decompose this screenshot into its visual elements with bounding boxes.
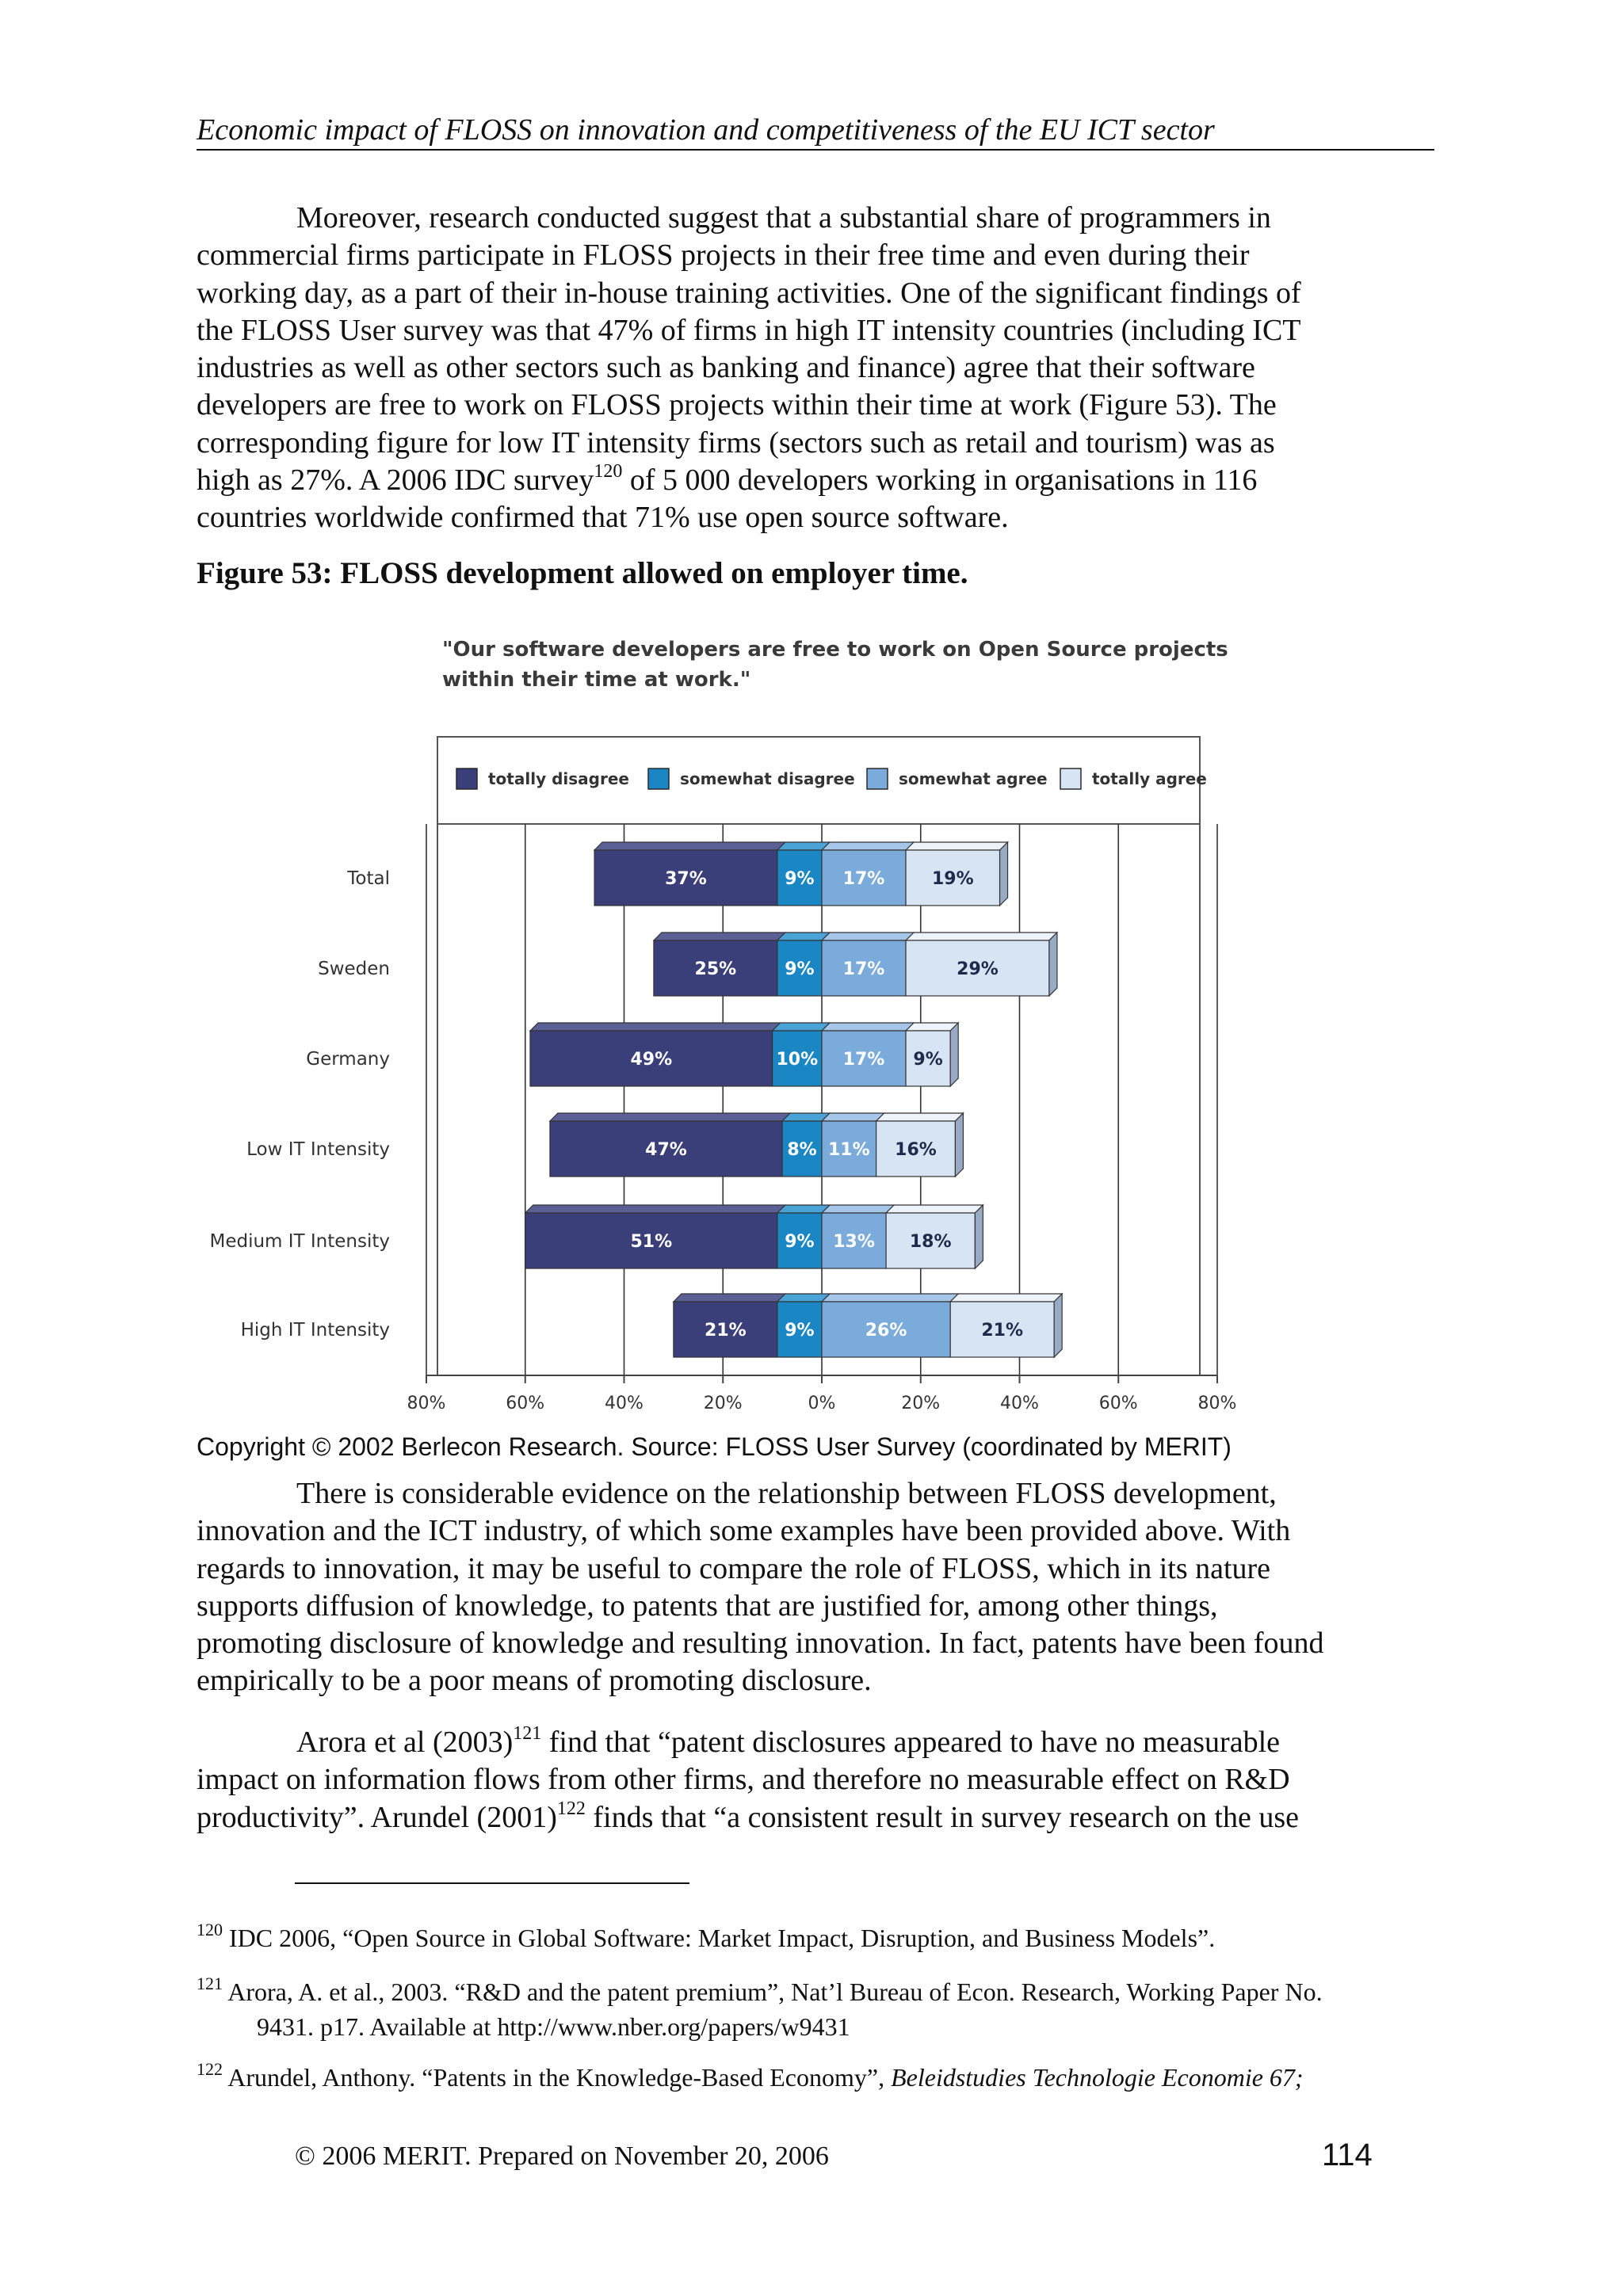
para1-line: of 5 000 developers working in organisations in 116 [622, 463, 1258, 498]
bar-segment-top [906, 842, 1008, 850]
bar-segment-top [777, 1205, 830, 1213]
para2-line: regards to innovation, it may be useful to compare the role of FLOSS, which in its nature [197, 1551, 1271, 1585]
bar-value-label: 51% [630, 1232, 673, 1252]
bar-value-label: 17% [842, 869, 885, 889]
bar-value-label: 9% [785, 959, 815, 979]
bar-segment-top [876, 1113, 964, 1121]
bar-segment-top [674, 1294, 785, 1302]
bar-value-label: 19% [931, 869, 974, 889]
footnote-121 [197, 1974, 1465, 2044]
legend-label: totally agree [1092, 769, 1207, 788]
para3-line: finds that “a consistent result in survey research on the use [585, 1800, 1299, 1834]
footnote-text: Arundel, Anthony. “Patents in the Knowledge-Based Economy”, [223, 2063, 892, 2092]
para1-line: corresponding figure for low IT intensity firms (sectors such as retail and tourism) was as [197, 425, 1275, 460]
footnote-ref-122[interactable]: 122 [556, 1798, 586, 1819]
chart-bars-svg [197, 626, 1251, 1426]
x-tick-label: 20% [703, 1394, 743, 1413]
bar-segment-top [777, 842, 830, 850]
category-label: High IT Intensity [240, 1320, 390, 1341]
bar-side-face [1054, 1294, 1062, 1357]
bar-value-label: 25% [694, 959, 737, 979]
para3-line: find that “patent disclosures appeared to have no measurable [541, 1726, 1280, 1759]
bar-value-label: 29% [957, 959, 999, 979]
bar-side-face [1049, 933, 1057, 996]
footnote-ref-121[interactable]: 121 [513, 1723, 542, 1744]
chart-title-line: within their time at work." [442, 668, 751, 692]
bar-side-face [1000, 842, 1008, 906]
footnote-italic-title: Beleidstudies Technologie Economie 67; [891, 2063, 1304, 2092]
footnote-ref-120[interactable]: 120 [594, 461, 623, 482]
bar-segment-top [654, 933, 785, 940]
legend-label: somewhat agree [899, 769, 1048, 788]
chart-bars-layer [197, 626, 1251, 1426]
bar-value-label: 37% [665, 869, 707, 889]
bar-segment-top [550, 1113, 790, 1121]
para2-line: innovation and the ICT industry, of which some examples have been provided above. With [197, 1514, 1291, 1548]
bar-value-label: 47% [645, 1140, 687, 1160]
paragraph-1 [197, 200, 1434, 537]
category-label: Total [347, 868, 390, 889]
bar-value-label: 17% [842, 959, 885, 979]
bar-segment-top [822, 1294, 958, 1302]
bar-segment-top [525, 1205, 785, 1213]
bar-side-face [950, 1023, 958, 1086]
paragraph-3 [197, 1724, 1434, 1836]
bar-segment-top [594, 842, 785, 850]
bar-value-label: 18% [909, 1232, 952, 1252]
bar-value-label: 9% [913, 1050, 943, 1070]
bar-segment-top [777, 933, 830, 940]
bar-segment-top [773, 1023, 830, 1031]
para1-line: industries as well as other sectors such as banking and finance) agree that their software [197, 351, 1255, 385]
bar-segment-top [906, 1023, 958, 1031]
category-label: Medium IT Intensity [209, 1231, 390, 1252]
bar-value-label: 10% [776, 1050, 819, 1070]
page-footer: © 2006 MERIT. Prepared on November 20, 2006 [295, 2142, 829, 2171]
bar-segment-top [822, 933, 914, 940]
running-header: Economic impact of FLOSS on innovation and competitiveness of the EU ICT sector [197, 113, 1215, 147]
para1-line: developers are free to work on FLOSS projects within their time at work (Figure 53). The [197, 388, 1277, 422]
footnote-number: 120 [197, 1920, 223, 1939]
bar-value-label: 13% [833, 1232, 875, 1252]
para1-line: commercial firms participate in FLOSS projects in their free time and even during their [197, 238, 1250, 273]
para1-line: the FLOSS User survey was that 47% of firms in high IT intensity countries (including ICT [197, 313, 1301, 347]
x-tick-label: 20% [901, 1394, 941, 1413]
x-tick-label: 40% [605, 1394, 643, 1413]
bar-segment-top [886, 1205, 983, 1213]
paragraph-2 [197, 1475, 1434, 1700]
bar-segment-top [777, 1294, 830, 1302]
footnote-text: IDC 2006, “Open Source in Global Software: Market Impact, Disruption, and Business Models”. [223, 1924, 1216, 1952]
para3-line: Arora et al (2003) [296, 1726, 514, 1759]
para2-line: There is considerable evidence on the relationship between FLOSS development, [296, 1477, 1277, 1510]
header-rule [197, 149, 1434, 151]
bar-segment-top [822, 1023, 914, 1031]
x-tick-label: 60% [506, 1394, 545, 1413]
bar-value-label: 16% [895, 1140, 937, 1160]
x-tick-label: 80% [407, 1394, 446, 1413]
x-tick-label: 60% [1098, 1394, 1138, 1413]
footnote-120 [197, 1920, 1465, 1955]
figure-caption: Figure 53: FLOSS development allowed on employer time. [197, 556, 968, 590]
bar-value-label: 21% [705, 1321, 747, 1341]
x-tick-label: 0% [808, 1394, 836, 1413]
footnote-number: 121 [197, 1974, 223, 1993]
bar-value-label: 11% [827, 1140, 870, 1160]
para1-line: countries worldwide confirmed that 71% use open source software. [197, 501, 1009, 535]
bar-value-label: 9% [785, 1232, 815, 1252]
bar-value-label: 49% [630, 1050, 673, 1070]
chart-title-line: "Our software developers are free to work on Open Source projects [442, 638, 1228, 662]
bar-segment-top [822, 842, 914, 850]
category-label: Low IT Intensity [246, 1139, 390, 1160]
legend-label: totally disagree [488, 769, 629, 788]
legend-label: somewhat disagree [680, 769, 855, 788]
footnote-rule [295, 1882, 689, 1884]
bar-side-face [975, 1205, 983, 1268]
category-label: Sweden [318, 959, 390, 979]
bar-segment-top [822, 1113, 884, 1121]
bar-value-label: 8% [787, 1140, 817, 1160]
para3-line: impact on information flows from other firms, and therefore no measurable effect on R&D [197, 1763, 1290, 1797]
category-label: Germany [306, 1049, 390, 1070]
para1-line: high as 27%. A 2006 IDC survey [197, 463, 594, 498]
footnote-122 [197, 2060, 1465, 2095]
bar-value-label: 9% [785, 1321, 815, 1341]
bar-segment-top [822, 1205, 894, 1213]
footnote-text: Arora, A. et al., 2003. “R&D and the patent premium”, Nat’l Bureau of Econ. Research, Working Paper No. [223, 1978, 1323, 2006]
x-tick-label: 80% [1197, 1394, 1237, 1413]
bar-side-face [955, 1113, 963, 1177]
bar-segment-top [950, 1294, 1062, 1302]
bar-value-label: 26% [865, 1321, 907, 1341]
bar-segment-top [530, 1023, 781, 1031]
footnote-number: 122 [197, 2059, 223, 2079]
bar-value-label: 21% [981, 1321, 1024, 1341]
para2-line: promoting disclosure of knowledge and resulting innovation. In fact, patents have been found [197, 1627, 1324, 1661]
footnote-url-line[interactable]: 9431. p17. Available at http://www.nber.org/papers/w9431 [257, 2012, 850, 2041]
para3-line: productivity”. Arundel (2001) [197, 1800, 557, 1834]
para2-line: empirically to be a poor means of promoting disclosure. [197, 1664, 872, 1698]
para2-line: supports diffusion of knowledge, to patents that are justified for, among other things, [197, 1589, 1218, 1623]
page-number: 114 [1322, 2138, 1373, 2172]
x-tick-label: 40% [1000, 1394, 1039, 1413]
bar-value-label: 17% [842, 1050, 885, 1070]
bar-value-label: 9% [785, 869, 815, 889]
bar-segment-top [906, 933, 1057, 940]
para1-line: working day, as a part of their in-house training activities. One of the significant findings of [197, 276, 1301, 310]
para1-line: Moreover, research conducted suggest that a substantial share of programmers in [296, 201, 1271, 235]
figure-copyright: Copyright © 2002 Berlecon Research. Source: FLOSS User Survey (coordinated by MERIT) [197, 1432, 1232, 1461]
